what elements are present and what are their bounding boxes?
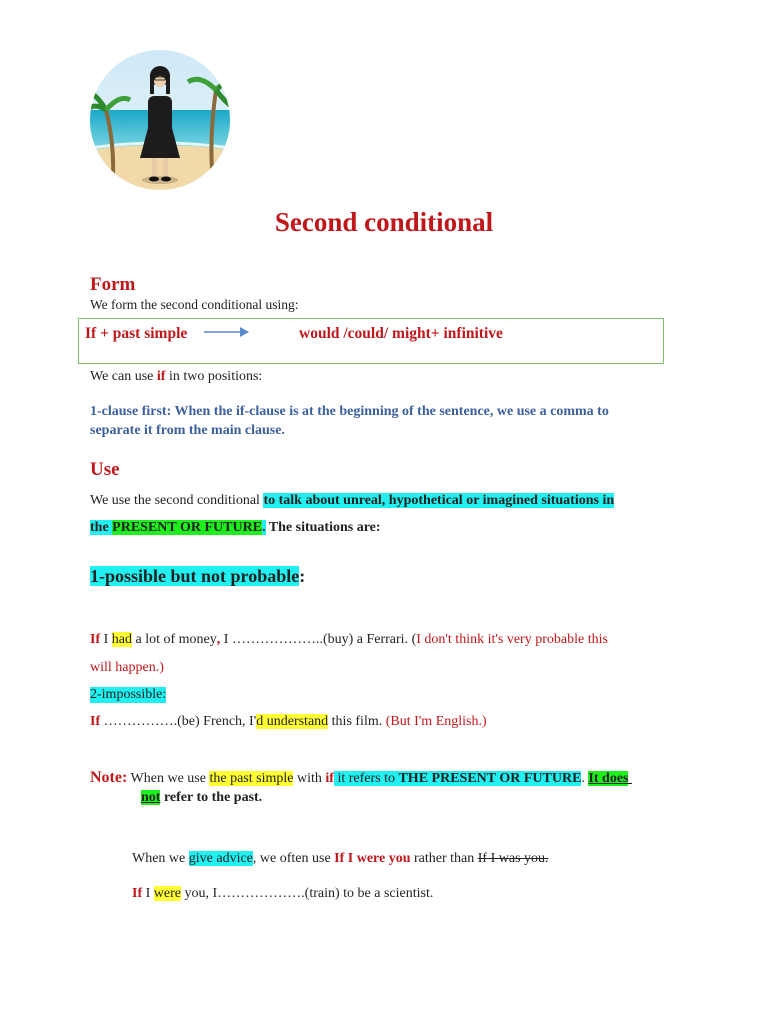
advice-if-i-was-you: If I was you. (477, 851, 549, 866)
note-t3: with (293, 771, 326, 786)
possible-comment-line2: will happen.) (90, 660, 164, 675)
possible-heading-text: 1-possible but not probable (90, 566, 300, 586)
form-heading: Form (90, 274, 136, 295)
advice-example (132, 886, 433, 902)
note-present-future: THE PRESENT OR FUTURE (398, 771, 582, 786)
impossible-rest: this film. (328, 714, 386, 729)
advice-t1: When we (132, 851, 189, 866)
use-line1 (90, 493, 614, 509)
note-t1: When we use (127, 771, 210, 786)
positions-if: if (156, 369, 166, 384)
note-line1 (90, 769, 632, 787)
advice-i: I (142, 886, 154, 901)
beach-avatar-illustration (90, 50, 230, 190)
use-line1-plain: We use the second conditional (90, 493, 264, 508)
form-intro: We form the second conditional using: (90, 297, 299, 312)
positions-line (90, 369, 262, 385)
note-t7: . (581, 771, 589, 786)
note-not: not (141, 790, 161, 805)
advice-if: If (132, 886, 143, 901)
possible-had: had (111, 632, 133, 647)
formula-result-part: would /could/ might+ infinitive (299, 325, 503, 342)
note-it-does: It does (588, 771, 629, 786)
advice-were: were (153, 886, 181, 901)
avatar (90, 50, 230, 190)
page-title: Second conditional (274, 207, 494, 237)
advice-t3: , we often use (252, 851, 335, 866)
possible-i: I (100, 632, 112, 647)
positions-after: in two positions: (165, 369, 263, 384)
use-present-future: PRESENT OR FUTURE (112, 520, 263, 535)
clause-first-line2: separate it from the main clause. (90, 423, 285, 438)
advice-give-advice: give advice (188, 851, 253, 866)
use-line2-dot: . (262, 520, 266, 535)
advice-if-i-were-you: If I were you (334, 851, 411, 866)
advice-line (132, 851, 549, 867)
possible-comment-line1: I don't think it's very probable this (416, 632, 608, 647)
impossible-highlight: d understand (256, 714, 329, 729)
note-label: Note: (90, 769, 128, 786)
positions-before: We can use (90, 369, 157, 384)
right-arrow-icon (204, 326, 250, 338)
note-line2 (141, 790, 262, 806)
note-underline-space (628, 771, 632, 786)
clause-first-line1: 1-clause first: When the if-clause is at the beginning of the sentence, we use a comma to (90, 404, 609, 419)
impossible-mid: …………….(be) French, I' (100, 714, 257, 729)
possible-example-line1 (90, 632, 608, 648)
possible-mid: a lot of money (132, 632, 217, 647)
impossible-example (90, 714, 487, 730)
advice-rest: you, I……………….(train) to be a scientist. (181, 886, 434, 901)
use-heading: Use (90, 459, 120, 480)
possible-heading-colon: : (299, 566, 306, 586)
use-line2 (90, 520, 381, 536)
advice-t5: rather than (410, 851, 478, 866)
use-line1-highlight: to talk about unreal, hypothetical or imagined situations in (263, 493, 615, 508)
note-refers-to: it refers to (333, 771, 399, 786)
note-if: if (325, 771, 334, 786)
impossible-if: If (90, 714, 101, 729)
impossible-comment: (But I'm English.) (385, 714, 487, 729)
possible-rest: I ………………..(buy) a Ferrari. ( (220, 632, 417, 647)
possible-heading (90, 566, 305, 587)
formula-if-part: If + past simple (85, 325, 188, 342)
use-line2-the: the (90, 520, 113, 535)
possible-if: If (90, 632, 101, 647)
note-past-simple: the past simple (209, 771, 294, 786)
use-situations: The situations are: (265, 520, 381, 535)
note-t10: refer to the past. (160, 790, 263, 805)
possible-comma: , (216, 632, 221, 647)
impossible-heading: 2-impossible: (90, 687, 167, 702)
